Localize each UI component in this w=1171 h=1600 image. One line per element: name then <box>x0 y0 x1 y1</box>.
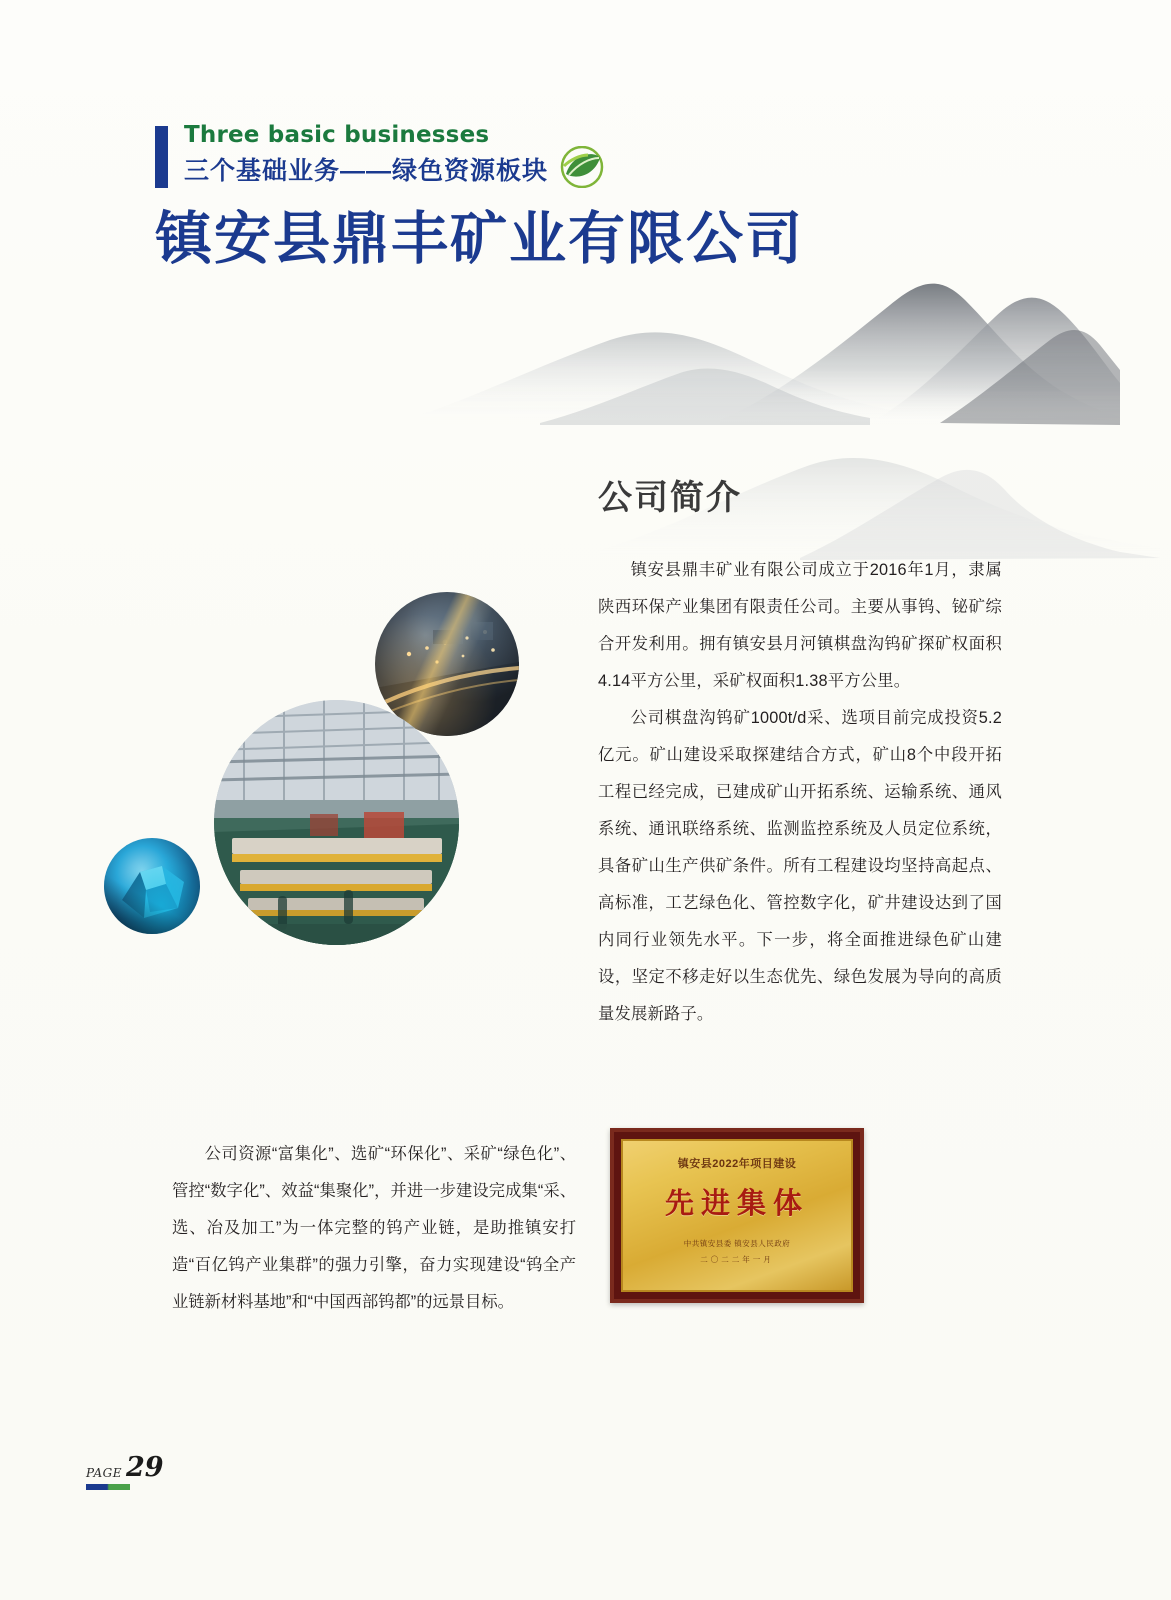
award-date: 二〇二二年一月 <box>700 1255 774 1264</box>
footer-page-label: PAGE <box>86 1466 122 1480</box>
page-footer <box>86 1452 164 1483</box>
footer-page-number: 29 <box>125 1452 164 1483</box>
award-issuer: 中共镇安县委 镇安县人民政府 <box>683 1239 791 1248</box>
processing-plant-interior-photo <box>214 700 459 945</box>
footer-accent-bar <box>86 1484 130 1490</box>
vision-paragraph: 公司资源“富集化”、选矿“环保化”、采矿“绿色化”、管控“数字化”、效益“集聚化”，并进一步建设完成集“采、选、冶及加工”为一体完整的钨产业链，是助推镇安打造“百亿钨产业集群”的强力引擎，奋力实现建设“钨全产业链新材料基地”和“中国西部钨都”的远景目标。 <box>172 1145 576 1311</box>
award-plaque <box>610 1128 864 1303</box>
section-title: 公司简介 <box>598 479 742 517</box>
award-main-text: 先进集体 <box>664 1188 809 1220</box>
kicker-chinese <box>184 150 604 192</box>
award-plaque-face <box>621 1139 853 1292</box>
blue-ore-mineral-photo <box>104 838 200 934</box>
page-title: 镇安县鼎丰矿业有限公司 <box>155 207 804 271</box>
award-title-line: 镇安县2022年项目建设 <box>677 1158 797 1170</box>
green-leaf-icon <box>560 146 604 188</box>
kicker-chinese-label: 三个基础业务——绿色资源板块 <box>184 157 549 185</box>
kicker-accent-bar <box>155 126 168 188</box>
profile-paragraph-1: 镇安县鼎丰矿业有限公司成立于2016年1月，隶属陕西环保产业集团有限责任公司。主要从事钨、铋矿综合开发利用。拥有镇安县月河镇棋盘沟钨矿探矿权面积4.14平方公里，采矿权面积1.38平方公里。 <box>598 561 1002 690</box>
ink-mountain-illustration <box>420 245 1120 425</box>
kicker-english: Three basic businesses <box>184 122 490 148</box>
profile-paragraph-2: 公司棋盘沟钨矿1000t/d采、选项目前完成投资5.2亿元。矿山建设采取探建结合方式，矿山8个中段开拓工程已经完成，已建成矿山开拓系统、运输系统、通风系统、通讯联络系统、监测监控系统及人员定位系统，具备矿山生产供矿条件。所有工程建设均坚持高起点、高标准，工艺绿色化、管控数字化，矿井建设达到了国内同行业领先水平。下一步，将全面推进绿色矿山建设，坚定不移走好以生态优先、绿色发展为导向的高质量发展新路子。 <box>598 709 1002 1023</box>
company-profile-body <box>598 552 1002 1033</box>
kicker-row <box>155 120 975 192</box>
vision-statement-body <box>172 1136 576 1321</box>
